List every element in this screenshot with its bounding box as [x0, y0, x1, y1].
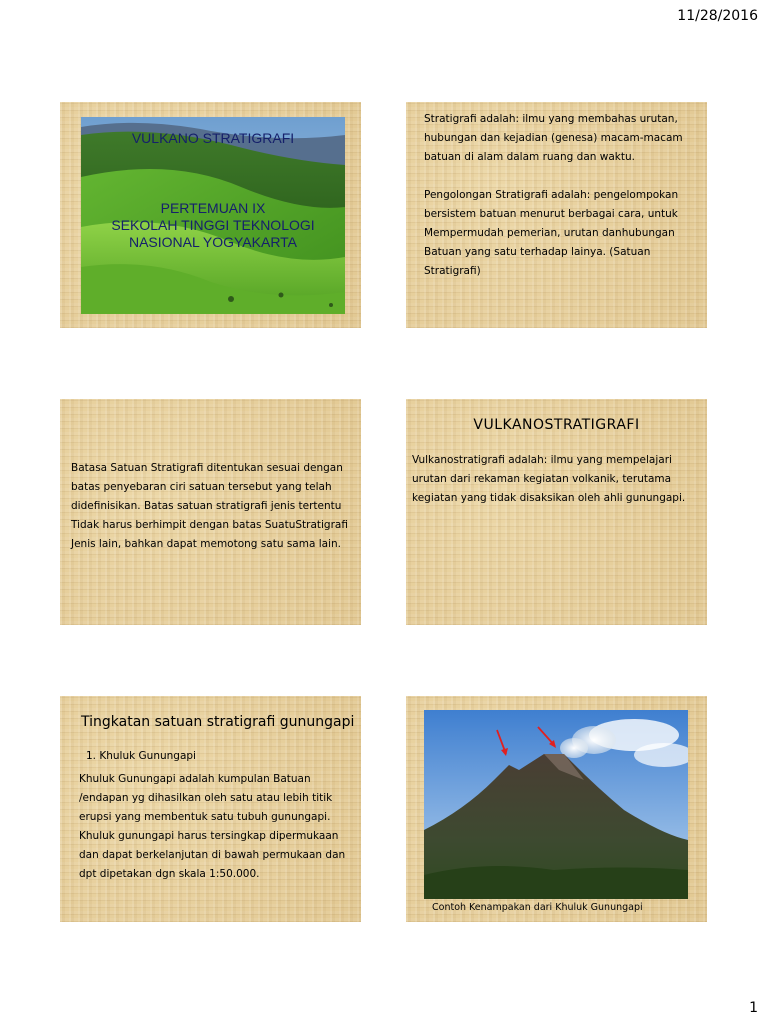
list-item: 1. Khuluk Gunungapi	[86, 750, 196, 762]
page-number: 1	[749, 1000, 758, 1016]
slide-5-tingkatan	[60, 696, 361, 922]
slide-1-title	[60, 102, 361, 328]
slide-4-body: Vulkanostratigrafi adalah: ilmu yang mempelajari urutan dari rekaman kegiatan volkanik, terutama kegiatan yang tidak disaksikan oleh ahli gunungapi.	[412, 454, 686, 504]
slide-1-heading: VULKANO STRATIGRAFI	[131, 130, 295, 146]
print-date: 11/28/2016	[677, 8, 758, 24]
slide-3-batas-satuan	[60, 399, 361, 625]
subtitle-line: PERTEMUAN IX	[160, 200, 266, 216]
slide-4-heading: VULKANOSTRATIGRAFI	[473, 417, 640, 433]
subtitle-line: SEKOLAH TINGGI TEKNOLOGI	[111, 217, 315, 233]
slide-2-body	[424, 110, 694, 281]
slide-1-subtitle	[81, 200, 345, 251]
subtitle-line: NASIONAL YOGYAKARTA	[128, 234, 298, 250]
pengolongan-definition: Pengolongan Stratigrafi adalah: pengelompokan bersistem batuan menurut berbagai cara, untuk Mempermudah pemerian, urutan danhubungan Batuan yang satu terhadap lainya. (Satuan Stratigrafi)	[424, 189, 679, 277]
slide-5-body: Khuluk Gunungapi adalah kumpulan Batuan /endapan yg dihasilkan oleh satu atau lebih titik erupsi yang membentuk satu tubuh gunungapi. Khuluk gunungapi harus tersingkap dipermukaan dan dapat berkelanjutan di bawah permukaan dan dpt dipetakan dgn skala 1:50.000.	[79, 773, 346, 880]
slide-2-definitions	[406, 102, 707, 328]
slide-3-body: Batasa Satuan Stratigrafi ditentukan sesuai dengan batas penyebaran ciri satuan tersebut yang telah didefinisikan. Batas satuan stratigrafi jenis tertentu Tidak harus berhimpit dengan batas SuatuStratigrafi Jenis lain, bahkan dapat memotong satu sama lain.	[71, 462, 348, 550]
slide-6-khuluk-example	[406, 696, 707, 922]
slide-5-heading: Tingkatan satuan stratigrafi gunungapi	[81, 714, 355, 730]
stratigrafi-definition: Stratigrafi adalah: ilmu yang membahas urutan, hubungan dan kejadian (genesa) macam-macam batuan di alam dalam ruang dan waktu.	[424, 113, 683, 163]
volcano-photo	[424, 710, 688, 899]
slide-4-vulkanostratigrafi	[406, 399, 707, 625]
photo-caption: Contoh Kenampakan dari Khuluk Gunungapi	[432, 902, 643, 913]
